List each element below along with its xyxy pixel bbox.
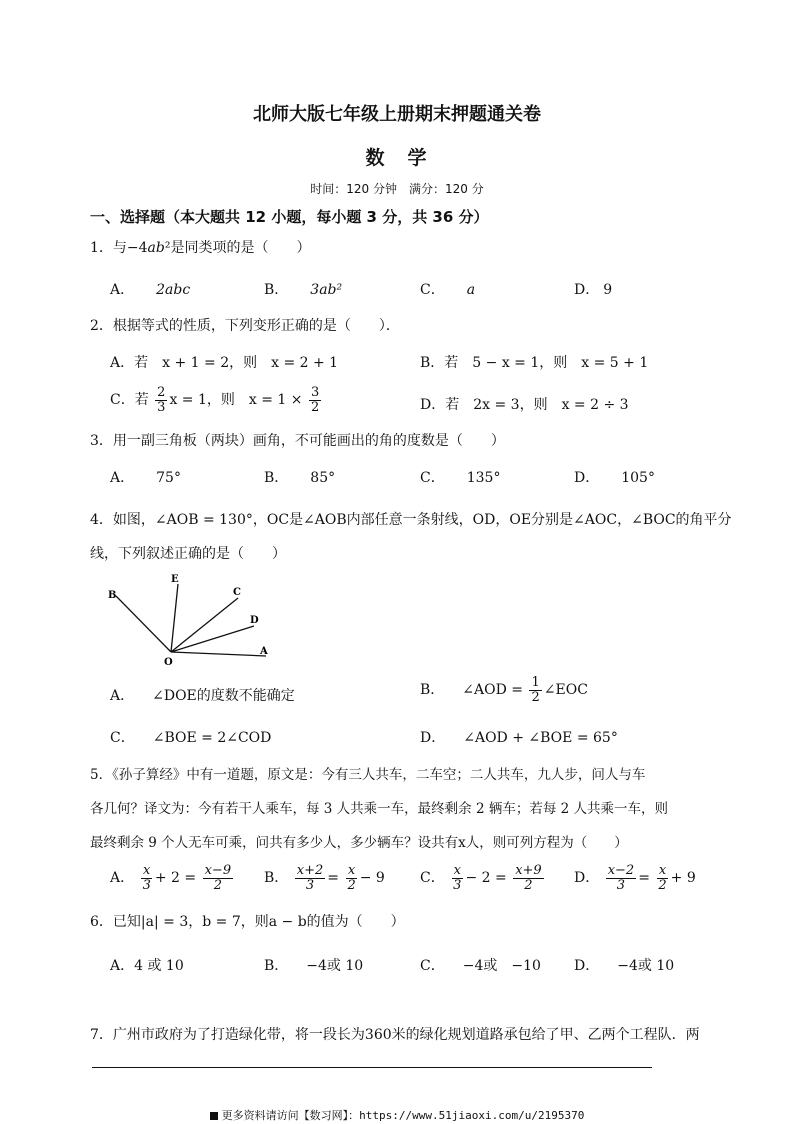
q5-b-post: − 9 [359,870,385,887]
question-4-stem-line-2: 线，下列叙述正确的是（ ） [90,546,286,562]
q5-c-n1: x [453,863,461,878]
q2-option-c [110,386,323,414]
label-a: A [260,646,268,657]
q4-option-a-text: ∠DOE的度数不能确定 [152,688,295,704]
q2-option-b-text: 若 5 − x = 1，则 x = 5 + 1 [444,355,649,371]
q3-option-b-letter: B． [264,470,289,486]
q2-option-c-fraction-1 [155,386,167,414]
label-d: D [250,615,259,626]
q3-option-d-letter: D． [574,470,600,486]
q5-a-d1: 3 [142,877,151,893]
q5-option-c [420,864,546,892]
question-3-stem: 3．用一副三角板（两块）画角，不可能画出的角的度数是（ ） [90,433,505,449]
q5-c-n2: x+9 [515,863,542,878]
q5-c-fraction-1 [451,864,463,892]
q2-option-a [110,352,338,372]
question-2-stem: 2．根据等式的性质，下列变形正确的是（ ）． [90,318,400,334]
question-5-line-1: 5．《孙子算经》中有一道题，原文是：今有三人共车，二车空；二人共车，九人步，问人与车 [90,767,646,783]
label-c: C [233,587,241,598]
q4-option-d [420,727,618,747]
q3-option-c-letter: C． [420,470,445,486]
q5-option-a-letter: A． [110,870,135,887]
q5-option-a [110,864,235,892]
q2-option-a-letter: A． [110,355,135,371]
q6-option-b [264,955,363,975]
q1-option-c [420,279,475,299]
q5-a-mid: + 2 = [154,870,197,887]
q5-b-d2: 2 [347,877,356,893]
question-5-line-2: 各几何？译文为：今有若干人乘车，每 3 人共乘一车，最终剩余 2 辆车；若每 2 人共乘一车，则 [90,801,669,817]
q5-a-n2: x−9 [204,863,232,878]
q3-option-c-text: 135° [466,470,501,486]
q6-option-c-text: −4或 −10 [462,958,541,974]
q2-option-b [420,352,648,372]
q1-option-c-letter: C． [420,282,445,298]
q5-a-d2: 2 [213,877,222,893]
q2-option-b-letter: B． [420,355,445,371]
q4-b-den: 2 [531,689,540,705]
q6-option-b-letter: B． [264,958,289,974]
q4-option-c-text: ∠BOE = 2∠COD [152,730,272,746]
q5-b-mid: = [327,870,339,887]
q3-option-a-text: 75° [156,470,181,486]
q2-option-a-text: 若 x + 1 = 2，则 x = 2 + 1 [134,355,339,371]
q3-option-c [420,467,500,487]
question-5-line-3: 最终剩余 9 个人无车可乘，问共有多少人，多少辆车？设共有x人，则可列方程为（ ） [90,835,628,851]
q1-option-b-letter: B． [264,282,289,298]
q4-option-c-letter: C． [110,730,135,746]
ray-oc [171,598,238,652]
q3-option-b [264,467,335,487]
q5-option-d-letter: D． [574,870,600,887]
q5-d-fraction-2 [656,864,668,892]
q1-stem-b: ab [147,240,165,256]
q5-option-b [264,864,385,892]
q4-option-a-letter: A． [110,688,135,704]
q4-option-d-letter: D． [420,730,446,746]
q5-b-d1: 3 [305,877,315,893]
q5-d-fraction-1 [606,864,637,892]
q2-option-d-letter: D． [420,397,446,413]
q1-option-a-text: 2abc [156,282,191,298]
q2-option-c-mid: x = 1，则 x = 1 × [169,392,303,409]
q1-stem-a: 1．与−4 [90,240,148,256]
q6-option-a-letter: A． [110,958,135,974]
q1-option-d-letter: D． [574,282,600,298]
q5-b-fraction-1 [295,864,326,892]
q2-option-c-fraction-2 [309,386,321,414]
q5-d-d2: 2 [658,877,667,893]
q2-c-num2: 3 [310,385,320,400]
q5-c-mid: − 2 = [465,870,507,887]
q3-option-a-letter: A． [110,470,135,486]
label-e: E [171,574,179,585]
q3-option-d-text: 105° [621,470,655,486]
q4-option-b-post: ∠EOC [543,682,588,699]
q4-b-num: 1 [531,675,540,690]
angle-figure [104,572,276,668]
subject-heading: 数 学 [365,147,429,169]
q5-b-n1: x+2 [296,863,324,878]
ray-od [171,626,254,652]
q5-d-d1: 3 [616,877,626,893]
question-6-stem: 6．已知|a| = 3，b = 7，则a − b的值为（ ） [90,914,405,930]
q3-option-b-text: 85° [310,470,336,486]
q1-option-c-text: a [466,282,476,298]
q5-d-n2: x [658,863,667,878]
q4-option-b-pre: ∠AOD = [462,682,524,699]
q2-c-num: 2 [157,385,166,400]
q5-d-n1: x−2 [607,863,635,878]
question-7-stem: 7．广州市政府为了打造绿化带，将一段长为360米的绿化规划道路承包给了甲、乙两个工程队．两 [90,1027,700,1043]
q4-option-b [420,676,588,704]
q6-option-d-text: −4或 10 [617,958,675,974]
q4-option-c [110,727,271,747]
q1-option-d-text: 9 [603,282,613,298]
q1-option-b-text: 3ab² [310,282,343,298]
flag-icon [210,1112,218,1120]
q5-b-n2: x [347,863,356,878]
q2-option-c-pre: 若 [134,392,149,409]
q6-option-a [110,955,184,975]
question-1-stem [90,237,310,257]
q4-option-b-fraction [529,676,541,704]
q1-option-d [574,279,612,299]
q5-a-fraction-2 [203,864,234,892]
footer-divider [92,1067,652,1068]
q2-option-d [420,394,629,414]
ray-oe [171,584,178,652]
exam-meta: 时间：120 分钟 满分：120 分 [310,182,484,196]
q3-option-a [110,467,181,487]
q6-option-a-text: 4 或 10 [134,958,184,974]
q4-option-b-letter: B． [420,682,445,699]
q4-option-d-text: ∠AOD + ∠BOE = 65° [463,730,618,746]
q5-d-mid: = [638,870,650,887]
q6-option-d [574,955,674,975]
q5-option-b-letter: B． [264,870,289,887]
q2-c-den: 3 [157,399,166,415]
q2-option-c-letter: C． [110,392,135,409]
q6-option-c [420,955,541,975]
q6-option-b-text: −4或 10 [306,958,364,974]
q1-option-a-letter: A． [110,282,135,298]
question-4-stem-line-1: 4．如图，∠AOB = 130°，OC是∠AOB内部任意一条射线，OD，OE分别是∠AOC，∠BOC的角平分 [90,512,732,528]
footer-text: 更多资料请访问【数习网】：https://www.51jiaoxi.com/u/2195370 [221,1109,585,1122]
q5-a-fraction-1 [141,864,153,892]
q5-c-d1: 3 [453,877,462,893]
q5-option-c-letter: C． [420,870,445,887]
q6-option-d-letter: D． [574,958,600,974]
q3-option-d [574,467,655,487]
q5-c-fraction-2 [513,864,544,892]
label-b: B [108,590,117,601]
q1-stem-c: ²是同类项的是（ ） [164,240,311,256]
q2-option-d-text: 若 2x = 3，则 x = 2 ÷ 3 [445,397,629,413]
section-heading: 一、选择题（本大题共 12 小题，每小题 3 分，共 36 分） [90,208,489,226]
q5-b-fraction-2 [345,864,357,892]
q1-option-b [264,279,342,299]
q5-d-post: + 9 [670,870,696,887]
q5-c-d2: 2 [524,877,533,893]
q6-option-c-letter: C． [420,958,445,974]
label-o: O [164,657,173,668]
q1-option-a [110,279,190,299]
q5-a-n1: x [143,863,151,878]
q5-option-d [574,864,696,892]
q4-option-a [110,685,295,705]
footer-link[interactable] [0,1107,794,1123]
ray-oa [171,652,266,656]
ray-ob [116,596,171,652]
page-title: 北师大版七年级上册期末押题通关卷 [253,104,541,125]
q2-c-den2: 2 [310,399,320,415]
